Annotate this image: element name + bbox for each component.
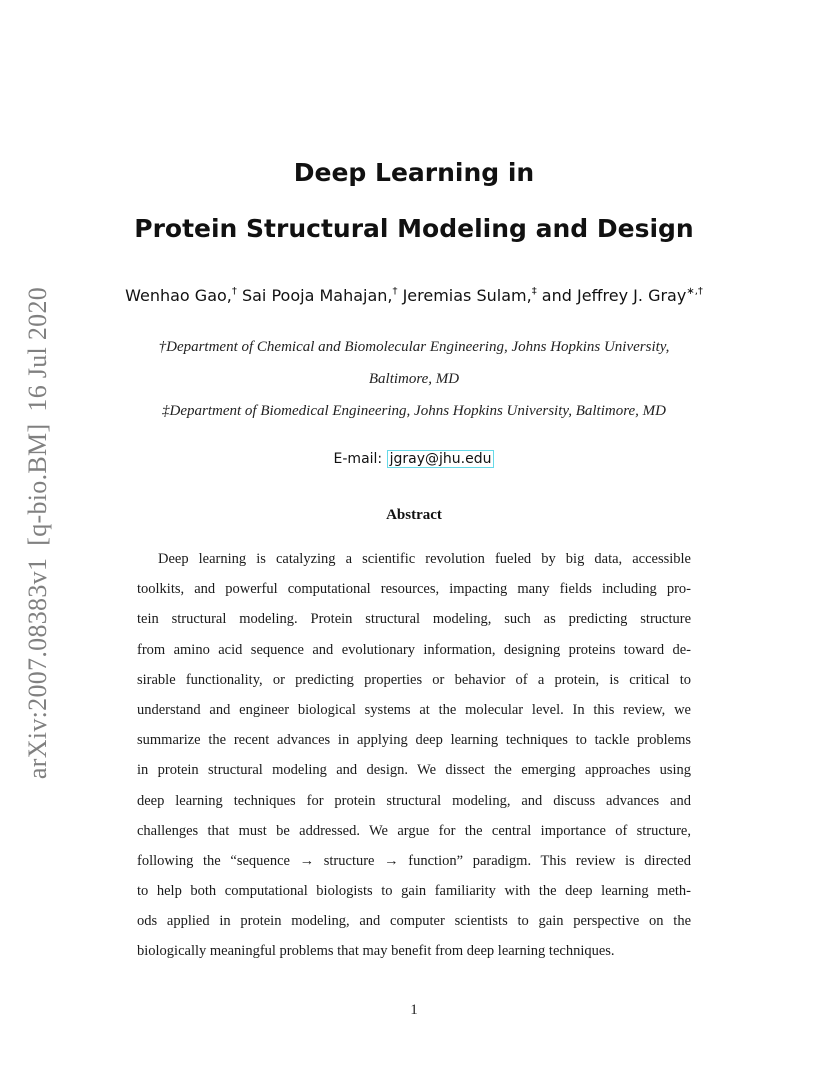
abstract-line: sirable functionality, or predicting properties or behavior of a protein, is critical to	[137, 671, 691, 688]
author-name: Wenhao Gao,	[125, 286, 232, 305]
contact-email	[0, 451, 828, 467]
abstract-line: tein structural modeling. Protein structural modeling, such as predicting structure	[137, 611, 691, 628]
arxiv-category: [q-bio.BM]	[23, 423, 52, 546]
author-affiliation-mark: ∗,†	[686, 286, 703, 297]
paper-title-line-2: Protein Structural Modeling and Design	[134, 214, 694, 243]
abstract-line: understand and engineer biological systems at the molecular level. In this review, we	[137, 701, 691, 718]
author-name: and Jeffrey J. Gray	[541, 286, 687, 305]
author-affiliation-mark: †	[392, 286, 398, 297]
abstract-heading: Abstract	[386, 507, 442, 523]
abstract-body	[137, 544, 691, 967]
abstract-line: biologically meaningful problems that may benefit from deep learning techniques.	[137, 943, 615, 960]
abstract-line: Deep learning is catalyzing a scientific revolution fueled by big data, accessible	[158, 551, 691, 567]
affiliation-line: †Department of Chemical and Biomolecular Engineering, Johns Hopkins University,	[158, 339, 670, 355]
abstract-line: from amino acid sequence and evolutionary information, designing proteins toward de-	[137, 641, 691, 658]
author-name: Sai Pooja Mahajan,	[241, 286, 393, 305]
email-link[interactable]: jgray@jhu.edu	[387, 450, 495, 468]
affiliation-line: ‡Department of Biomedical Engineering, Johns Hopkins University, Baltimore, MD	[162, 403, 666, 419]
author-affiliation-mark: †	[231, 286, 237, 297]
author-affiliation-mark: ‡	[531, 286, 537, 297]
author-name: Jeremias Sulam,	[402, 286, 532, 305]
abstract-line: to help both computational biologists to gain familiarity with the deep learning meth-	[137, 883, 691, 900]
abstract-line: ods applied in protein modeling, and computer scientists to gain perspective on the	[137, 913, 691, 930]
abstract-line: toolkits, and powerful computational resources, impacting many fields including pro-	[137, 581, 691, 598]
abstract-line: in protein structural modeling and design. We dissect the emerging approaches using	[137, 762, 691, 779]
abstract-line: challenges that must be addressed. We argue for the central importance of structure,	[137, 822, 691, 839]
arxiv-date: 16 Jul 2020	[23, 286, 52, 412]
abstract-line: following the “sequence → structure → function” paradigm. This review is directed	[137, 852, 691, 869]
abstract-line: summarize the recent advances in applying deep learning techniques to tackle problems	[137, 732, 691, 749]
author-list	[0, 286, 828, 305]
abstract-line: deep learning techniques for protein structural modeling, and discuss advances and	[137, 792, 691, 809]
arxiv-id: arXiv:2007.08383v1	[23, 557, 52, 780]
affiliation-line: Baltimore, MD	[368, 371, 460, 387]
page-number: 1	[410, 1002, 418, 1018]
paper-title-line-1: Deep Learning in	[293, 158, 535, 187]
email-label: E-mail:	[333, 451, 383, 467]
